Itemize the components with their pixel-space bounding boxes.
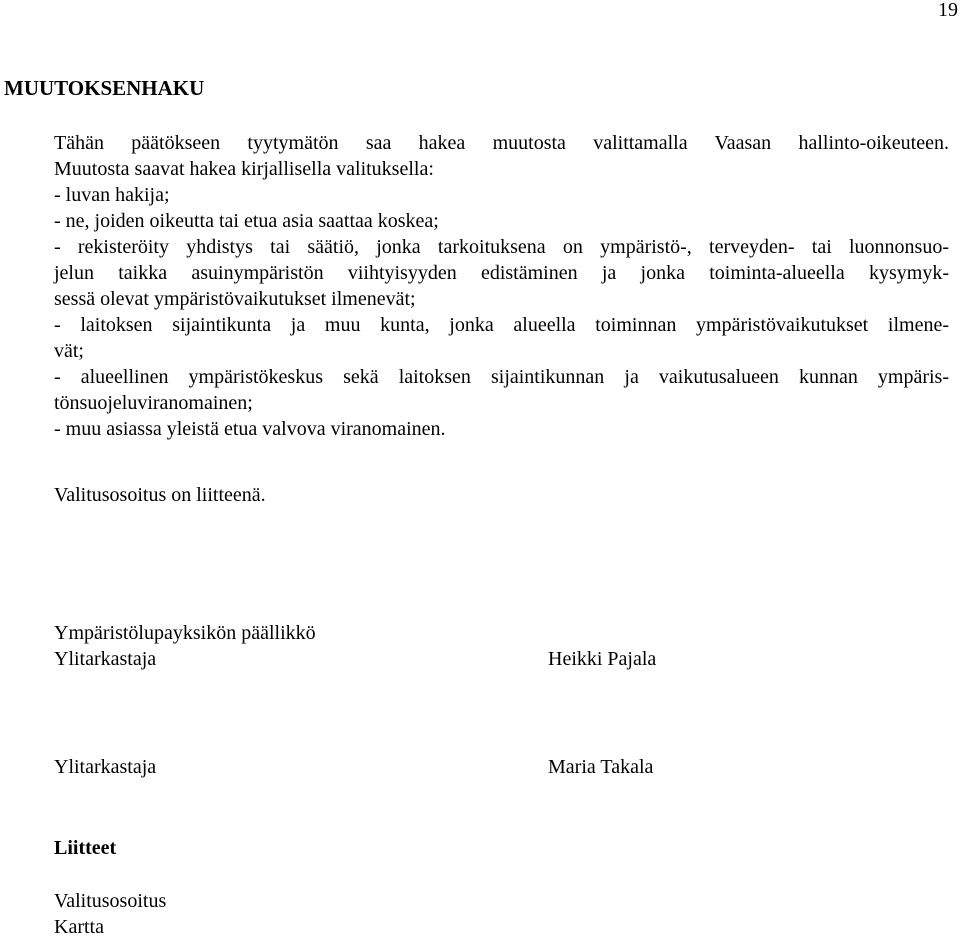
paragraph-line: Muutosta saavat hakea kirjallisella valituksella: — [54, 158, 434, 180]
paragraph-line: - ne, joiden oikeutta tai etua asia saattaa koskea; — [54, 210, 439, 232]
signer-role: Ylitarkastaja — [54, 756, 157, 778]
paragraph-line: - rekisteröity yhdistys tai säätiö, jonka tarkoituksena on ympäristö-, terveyden- tai luonnonsuo- — [54, 236, 949, 258]
appendix-note: Valitusosoitus on liitteenä. — [54, 484, 266, 506]
signer-role: Ylitarkastaja — [54, 648, 157, 670]
paragraph-line: - luvan hakija; — [54, 184, 170, 206]
paragraph-line: - muu asiassa yleistä etua valvova viranomainen. — [54, 418, 446, 440]
attachment-item: Valitusosoitus — [54, 890, 167, 912]
paragraph-line: Tähän päätökseen tyytymätön saa hakea muutosta valittamalla Vaasan hallinto-oikeuteen. — [54, 132, 949, 154]
paragraph-line: sessä olevat ympäristövaikutukset ilmenevät; — [54, 288, 416, 310]
paragraph-line: tönsuojeluviranomainen; — [54, 392, 253, 414]
paragraph-line: - laitoksen sijaintikunta ja muu kunta, jonka alueella toiminnan ympäristövaikutukset ilmene- — [54, 314, 949, 336]
attachment-item: Kartta — [54, 916, 104, 938]
paragraph-line: vät; — [54, 340, 84, 362]
appeal-paragraph — [54, 130, 949, 442]
signer-name: Heikki Pajala — [548, 648, 657, 670]
signer-name: Maria Takala — [548, 756, 654, 778]
attachments-title: Liitteet — [54, 837, 117, 859]
unit-title: Ympäristölupayksikön päällikkö — [54, 622, 316, 644]
page-number: 19 — [938, 0, 958, 21]
paragraph-line: jelun taikka asuinympäristön viihtyisyyden edistäminen ja jonka toiminta-alueella kysymyk- — [54, 262, 949, 284]
paragraph-line: - alueellinen ympäristökeskus sekä laitoksen sijaintikunnan ja vaikutusalueen kunnan ympäris- — [54, 366, 949, 388]
section-title: MUUTOKSENHAKU — [4, 76, 205, 100]
